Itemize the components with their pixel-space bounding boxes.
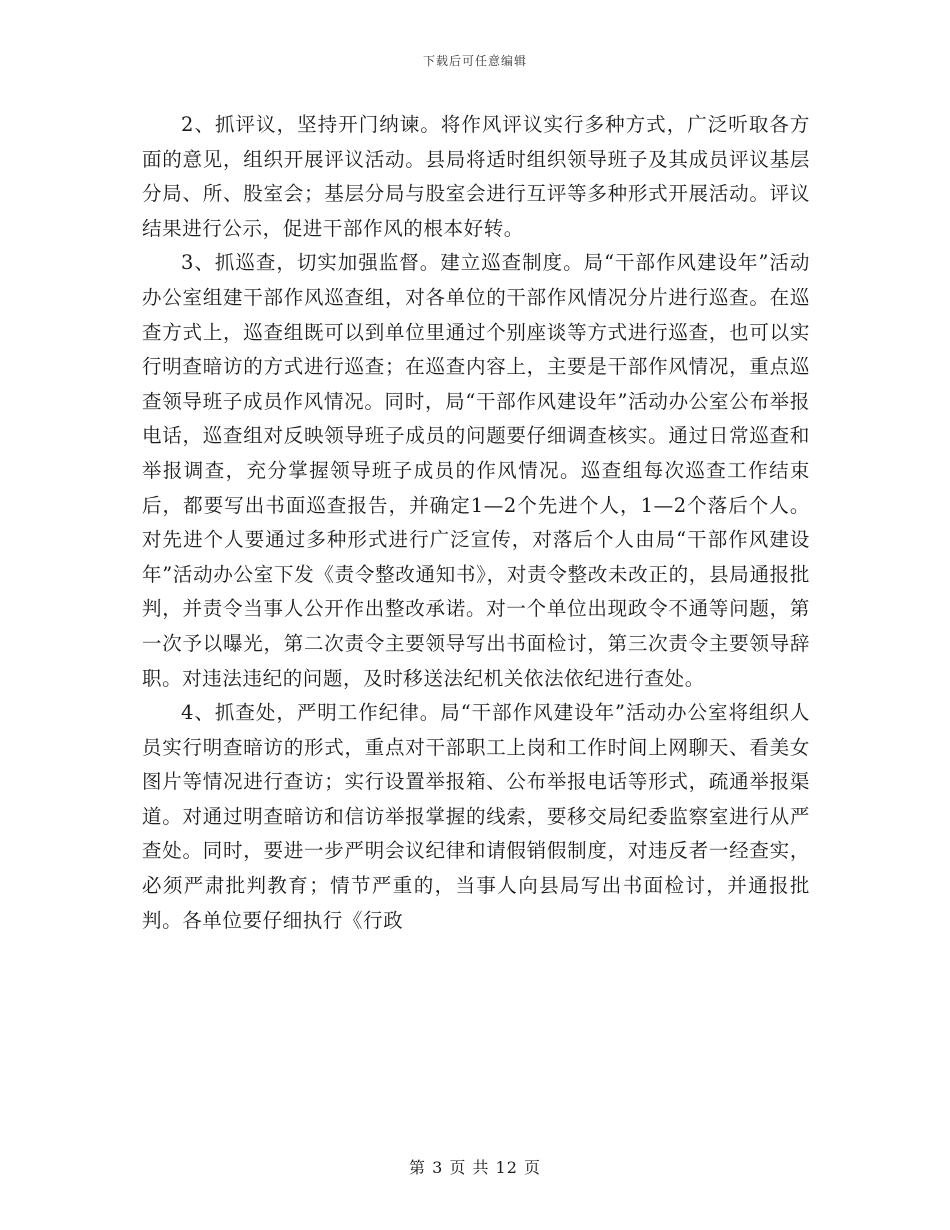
- paragraph-item-4: 4、抓查处，严明工作纪律。局“干部作风建设年”活动办公室将组织人员实行明查暗访的形式，重点对干部职工上岗和工作时间上网聊天、看美女图片等情况进行查访；实行设置举报箱、公布举报电话等形式，疏通举报渠道。对通过明查暗访和信访举报掌握的线索，要移交局纪委监察室进行从严查处。同时，要进一步严明会议纪律和请假销假制度，对违反者一经查实，必须严肃批判教育；情节严重的，当事人向县局写出书面检讨，并通报批判。各单位要仔细执行《行政: [142, 701, 810, 932]
- page-number-footer: 第 3 页 共 12 页: [409, 1158, 541, 1177]
- paragraph-item-2: 2、抓评议，坚持开门纳谏。将作风评议实行多种方式，广泛听取各方面的意见，组织开展评议活动。县局将适时组织领导班子及其成员评议基层分局、所、股室会；基层分局与股室会进行互评等多种形式开展活动。评议结果进行公示，促进干部作风的根本好转。: [142, 113, 810, 240]
- paragraph-item-3: 3、抓巡查，切实加强监督。建立巡查制度。局“干部作风建设年”活动办公室组建干部作风巡查组，对各单位的干部作风情况分片进行巡查。在巡查方式上，巡查组既可以到单位里通过个别座谈等方式进行巡查，也可以实行明查暗访的方式进行巡查；在巡查内容上，主要是干部作风情况，重点巡查领导班子成员作风情况。同时，局“干部作风建设年”活动办公室公布举报电话，巡查组对反映领导班子成员的问题要仔细调查核实。通过日常巡查和举报调查，充分掌握领导班子成员的作风情况。巡查组每次巡查工作结束后，都要写出书面巡查报告，并确定1—2个先进个人，1—2个落后个人。对先进个人要通过多种形式进行广泛宣传，对落后个人由局“干部作风建设年”活动办公室下发《责令整改通知书》，对责令整改未改正的，县局通报批判，并责令当事人公开作出整改承诺。对一个单位出现政令不通等问题，第一次予以曝光，第二次责令主要领导写出书面检讨，第三次责令主要领导辞职。对违法违纪的问题，及时移送法纪机关依法依纪进行查处。: [142, 251, 810, 690]
- page-header-note: 下载后可任意编辑: [422, 54, 527, 68]
- document-body: [142, 108, 810, 938]
